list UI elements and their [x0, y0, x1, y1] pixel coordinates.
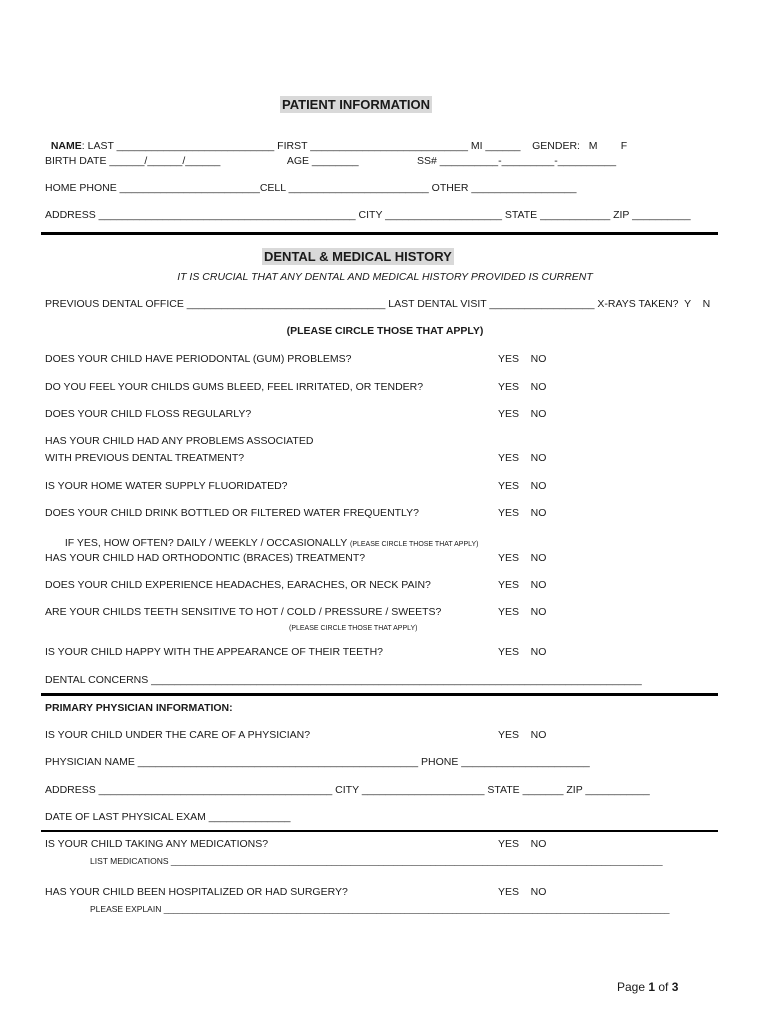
sensitive-circle-note: (PLEASE CIRCLE THOSE THAT APPLY) [289, 625, 418, 632]
question-previous-treatment-line1: HAS YOUR CHILD HAD ANY PROBLEMS ASSOCIATED [45, 435, 314, 447]
physician-address-row[interactable]: ADDRESS ________________________________________ CITY _____________________ STATE _______ ZIP ___________ [45, 784, 650, 796]
question-headaches: DOES YOUR CHILD EXPERIENCE HEADACHES, EARACHES, OR NECK PAIN? [45, 579, 431, 591]
yes-no-hospitalized[interactable]: YES NO [498, 886, 547, 898]
name-label: NAME [50, 140, 82, 152]
yes-no-gum-problems[interactable]: YES NO [498, 353, 547, 365]
yes-no-gums-bleed[interactable]: YES NO [498, 381, 547, 393]
name-row [45, 127, 627, 153]
yes-no-sensitive-teeth[interactable]: YES NO [498, 606, 547, 618]
question-physician-care: IS YOUR CHILD UNDER THE CARE OF A PHYSICIAN? [45, 729, 311, 741]
yes-no-previous-treatment[interactable]: YES NO [498, 452, 547, 464]
question-previous-treatment-line2: WITH PREVIOUS DENTAL TREATMENT? [45, 452, 245, 464]
list-medications-row[interactable]: LIST MEDICATIONS ________________________________________________________________________________________________________ [90, 856, 663, 866]
section-divider [41, 830, 718, 832]
history-note: IT IS CRUCIAL THAT ANY DENTAL AND MEDICAL HISTORY PROVIDED IS CURRENT [177, 271, 593, 283]
question-fluoridated: IS YOUR HOME WATER SUPPLY FLUORIDATED? [45, 480, 288, 492]
section-divider [41, 693, 718, 696]
page-number: Page 1 of 3 [617, 980, 679, 994]
address-row[interactable]: ADDRESS ____________________________________________ CITY ____________________ STATE ____________ ZIP __________ [45, 209, 691, 221]
question-medications: IS YOUR CHILD TAKING ANY MEDICATIONS? [45, 838, 269, 850]
yes-no-appearance[interactable]: YES NO [498, 646, 547, 658]
circle-instruction: (PLEASE CIRCLE THOSE THAT APPLY) [286, 325, 484, 337]
question-bottled-water: DOES YOUR CHILD DRINK BOTTLED OR FILTERED WATER FREQUENTLY? [45, 507, 419, 519]
previous-office-row[interactable]: PREVIOUS DENTAL OFFICE __________________________________ LAST DENTAL VISIT __________________ X-RAYS TAKEN? Y N [45, 298, 711, 310]
question-gum-problems: DOES YOUR CHILD HAVE PERIODONTAL (GUM) PROBLEMS? [45, 353, 352, 365]
patient-info-title: PATIENT INFORMATION [282, 97, 431, 112]
question-floss: DOES YOUR CHILD FLOSS REGULARLY? [45, 408, 252, 420]
question-hospitalized: HAS YOUR CHILD BEEN HOSPITALIZED OR HAD SURGERY? [45, 886, 348, 898]
yes-no-floss[interactable]: YES NO [498, 408, 547, 420]
dental-concerns-row[interactable]: DENTAL CONCERNS ____________________________________________________________________________________ [45, 674, 642, 686]
physician-header: PRIMARY PHYSICIAN INFORMATION: [45, 702, 233, 714]
history-title: DENTAL & MEDICAL HISTORY [264, 249, 452, 264]
yes-no-physician-care[interactable]: YES NO [498, 729, 547, 741]
frequency-options[interactable]: IF YES, HOW OFTEN? DAILY / WEEKLY / OCCASIONALLY [64, 537, 348, 549]
yes-no-fluoridated[interactable]: YES NO [498, 480, 547, 492]
yes-no-bottled-water[interactable]: YES NO [498, 507, 547, 519]
physician-name-row[interactable]: PHYSICIAN NAME ________________________________________________ PHONE ______________________ [45, 756, 590, 768]
question-sensitive-teeth: ARE YOUR CHILDS TEETH SENSITIVE TO HOT / COLD / PRESSURE / SWEETS? [45, 606, 442, 618]
phone-row[interactable]: HOME PHONE ________________________CELL ________________________ OTHER __________________ [45, 182, 577, 194]
question-appearance: IS YOUR CHILD HAPPY WITH THE APPEARANCE OF THEIR TEETH? [45, 646, 384, 658]
question-orthodontic: HAS YOUR CHILD HAD ORTHODONTIC (BRACES) TREATMENT? [45, 552, 366, 564]
yes-no-medications[interactable]: YES NO [498, 838, 547, 850]
please-explain-row[interactable]: PLEASE EXPLAIN ___________________________________________________________________________________________________________ [90, 904, 670, 914]
question-gums-bleed: DO YOU FEEL YOUR CHILDS GUMS BLEED, FEEL IRRITATED, OR TENDER? [45, 381, 424, 393]
birth-row[interactable]: BIRTH DATE ______/______/______ AGE ________ SS# __________-_________-__________ [45, 155, 617, 167]
yes-no-orthodontic[interactable]: YES NO [498, 552, 547, 564]
section-divider [41, 232, 718, 235]
frequency-circle-note: (PLEASE CIRCLE THOSE THAT APPLY) [349, 541, 479, 548]
physical-exam-row[interactable]: DATE OF LAST PHYSICAL EXAM ______________ [45, 811, 291, 823]
bottled-water-frequency [59, 524, 479, 551]
name-fields[interactable]: : LAST ___________________________ FIRST ___________________________ MI ______ GENDER: M F [81, 140, 628, 152]
yes-no-headaches[interactable]: YES NO [498, 579, 547, 591]
